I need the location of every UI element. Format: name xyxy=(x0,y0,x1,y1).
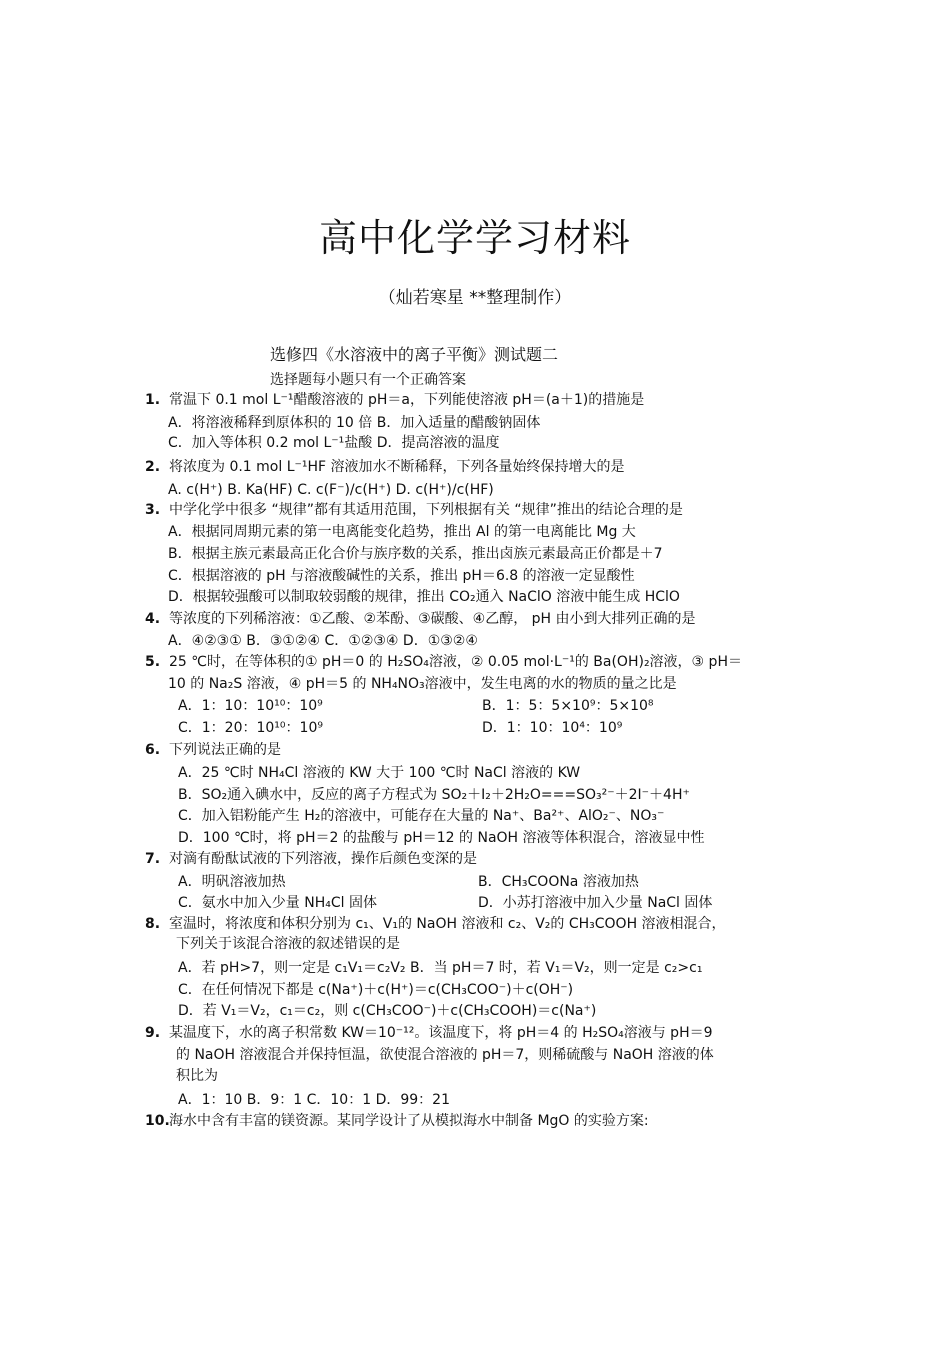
question-2-options: A. c(H⁺) B. Ka(HF) C. c(F⁻)/c(H⁺) D. c(H⁺)/c(HF) xyxy=(168,482,494,498)
question-number: 1. xyxy=(145,392,161,408)
question-number: 5. xyxy=(145,654,161,670)
question-1-options-cd: C．加入等体积 0.2 mol L⁻¹盐酸 D．提高溶液的温度 xyxy=(168,435,500,451)
question-7 xyxy=(145,849,477,869)
question-8 xyxy=(145,914,726,934)
question-3-option-b: B．根据主族元素最高正化合价与族序数的关系，推出卤族元素最高正价都是＋7 xyxy=(168,546,663,562)
question-9 xyxy=(145,1023,713,1043)
question-stem: 中学化学中很多 “规律”都有其适用范围，下列根据有关 “规律”推出的结论合理的是 xyxy=(169,502,683,518)
question-5-stem-continued: 10 的 Na₂S 溶液，④ pH＝5 的 NH₄NO₃溶液中，发生电离的水的物质的量之比是 xyxy=(168,676,677,692)
question-stem: 等浓度的下列稀溶液：①乙酸、②苯酚、③碳酸、④乙醇， pH 由小到大排列正确的是 xyxy=(169,611,696,627)
question-number: 6. xyxy=(145,742,161,758)
question-3-option-d: D．根据较强酸可以制取较弱酸的规律，推出 CO₂通入 NaClO 溶液中能生成 HClO xyxy=(168,589,680,605)
question-5-option-d: D．1：10：10⁴：10⁹ xyxy=(482,720,623,736)
question-6-option-b: B．SO₂通入碘水中，反应的离子方程式为 SO₂＋I₂＋2H₂O===SO₃²⁻＋2I⁻＋4H⁺ xyxy=(178,787,690,803)
question-9-options: A．1：10 B．9：1 C．10：1 D．99：21 xyxy=(178,1092,450,1108)
question-stem: 对滴有酚酞试液的下列溶液，操作后颜色变深的是 xyxy=(169,851,477,867)
question-6-option-d: D．100 ℃时，将 pH＝2 的盐酸与 pH＝12 的 NaOH 溶液等体积混合，溶液显中性 xyxy=(178,830,705,846)
question-number: 3. xyxy=(145,502,161,518)
page-title: 高中化学学习材料 xyxy=(318,216,631,260)
question-4 xyxy=(145,609,696,629)
question-5-option-a: A．1：10：10¹⁰：10⁹ xyxy=(178,698,323,714)
question-number: 8. xyxy=(145,916,161,932)
question-7-option-d: D．小苏打溶液中加入少量 NaCl 固体 xyxy=(478,895,713,911)
question-number: 2. xyxy=(145,459,161,475)
question-1-options-ab: A．将溶液稀释到原体积的 10 倍 B．加入适量的醋酸钠固体 xyxy=(168,415,541,431)
question-6 xyxy=(145,740,281,760)
question-7-option-b: B．CH₃COONa 溶液加热 xyxy=(478,874,639,890)
question-9-stem-continued: 的 NaOH 溶液混合并保持恒温，欲使混合溶液的 pH＝7，则稀硫酸与 NaOH 溶液的体 xyxy=(176,1047,714,1063)
exam-instruction: 选择题每小题只有一个正确答案 xyxy=(270,372,466,388)
page-subtitle: （灿若寒星 **整理制作） xyxy=(378,288,572,308)
question-1 xyxy=(145,390,644,410)
exam-heading: 选修四《水溶液中的离子平衡》测试题二 xyxy=(270,345,559,364)
question-8-stem-continued: 下列关于该混合溶液的叙述错误的是 xyxy=(176,936,400,952)
question-9-stem-continued-2: 积比为 xyxy=(176,1068,218,1084)
question-stem: 25 ℃时，在等体积的① pH＝0 的 H₂SO₄溶液，② 0.05 mol·L⁻¹的 Ba(OH)₂溶液，③ pH＝ xyxy=(169,654,742,670)
question-4-options: A．④②③① B．③①②④ C．①②③④ D．①③②④ xyxy=(168,633,478,649)
question-8-option-d: D．若 V₁＝V₂，c₁＝c₂，则 c(CH₃COO⁻)＋c(CH₃COOH)＝c(Na⁺) xyxy=(178,1003,597,1019)
question-stem: 某温度下，水的离子积常数 KW＝10⁻¹²。该温度下，将 pH＝4 的 H₂SO₄溶液与 pH＝9 xyxy=(169,1025,713,1041)
question-10 xyxy=(145,1111,649,1131)
question-2 xyxy=(145,457,625,477)
question-7-option-c: C．氨水中加入少量 NH₄Cl 固体 xyxy=(178,895,377,911)
question-number: 9. xyxy=(145,1025,161,1041)
question-stem: 将浓度为 0.1 mol L⁻¹HF 溶液加水不断稀释，下列各量始终保持增大的是 xyxy=(169,459,625,475)
question-3-option-a: A．根据同周期元素的第一电离能变化趋势，推出 Al 的第一电离能比 Mg 大 xyxy=(168,524,636,540)
question-number: 10. xyxy=(145,1113,170,1129)
question-5 xyxy=(145,652,742,672)
question-8-options-ab: A．若 pH>7，则一定是 c₁V₁＝c₂V₂ B．当 pH＝7 时，若 V₁＝V₂，则一定是 c₂>c₁ xyxy=(178,960,703,976)
question-stem: 室温时，将浓度和体积分别为 c₁、V₁的 NaOH 溶液和 c₂、V₂的 CH₃COOH 溶液相混合， xyxy=(169,916,726,932)
question-8-option-c: C．在任何情况下都是 c(Na⁺)＋c(H⁺)＝c(CH₃COO⁻)＋c(OH⁻) xyxy=(178,982,574,998)
question-number: 4. xyxy=(145,611,161,627)
question-7-option-a: A．明矾溶液加热 xyxy=(178,874,286,890)
question-6-option-c: C．加入铝粉能产生 H₂的溶液中，可能存在大量的 Na⁺、Ba²⁺、AlO₂⁻、NO₃⁻ xyxy=(178,808,665,824)
question-stem: 海水中含有丰富的镁资源。某同学设计了从模拟海水中制备 MgO 的实验方案: xyxy=(169,1113,649,1129)
question-5-option-c: C．1：20：10¹⁰：10⁹ xyxy=(178,720,323,736)
question-number: 7. xyxy=(145,851,161,867)
question-3-option-c: C．根据溶液的 pH 与溶液酸碱性的关系，推出 pH＝6.8 的溶液一定显酸性 xyxy=(168,568,635,584)
question-6-option-a: A．25 ℃时 NH₄Cl 溶液的 KW 大于 100 ℃时 NaCl 溶液的 KW xyxy=(178,765,581,781)
question-5-option-b: B．1：5：5×10⁹：5×10⁸ xyxy=(482,698,654,714)
question-3 xyxy=(145,500,683,520)
question-stem: 下列说法正确的是 xyxy=(169,742,281,758)
question-stem: 常温下 0.1 mol L⁻¹醋酸溶液的 pH＝a，下列能使溶液 pH＝(a＋1)的措施是 xyxy=(169,392,645,408)
